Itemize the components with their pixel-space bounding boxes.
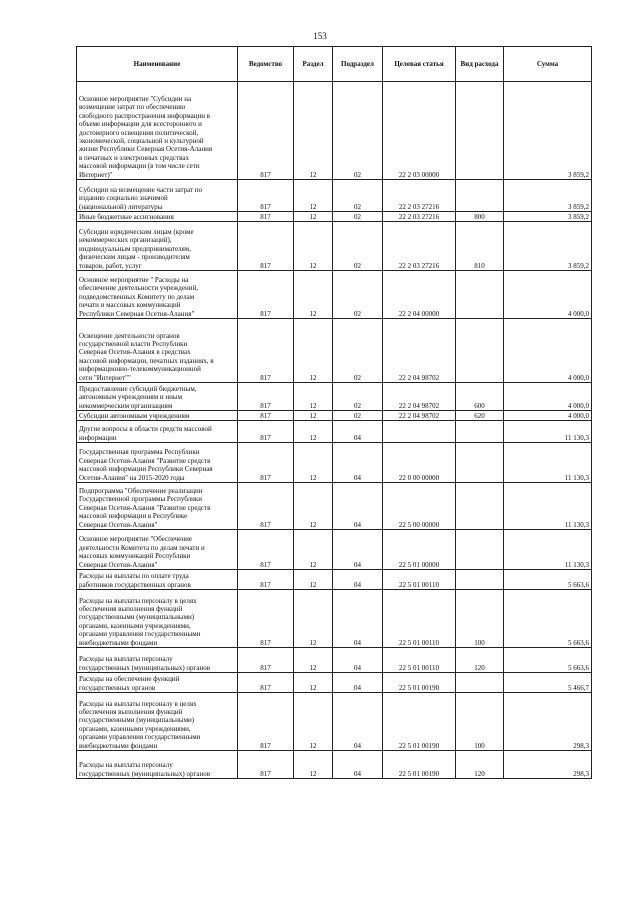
row-vid-raskhoda: 100 <box>456 693 504 751</box>
row-podrazdel: 04 <box>333 421 383 443</box>
row-podrazdel: 02 <box>333 319 383 383</box>
row-podrazdel: 04 <box>333 443 383 483</box>
row-tselevaya-statya: 22 2 03 27216 <box>383 212 456 222</box>
row-vid-raskhoda <box>456 443 504 483</box>
row-razdel: 12 <box>294 751 333 779</box>
row-summa: 4 000,0 <box>504 383 592 411</box>
row-vedomstvo: 817 <box>238 319 294 383</box>
row-razdel: 12 <box>294 693 333 751</box>
table-row <box>77 319 592 383</box>
row-vedomstvo: 817 <box>238 530 294 570</box>
row-summa: 11 130,3 <box>504 530 592 570</box>
table-row <box>77 222 592 271</box>
row-vid-raskhoda <box>456 421 504 443</box>
row-podrazdel: 02 <box>333 383 383 411</box>
row-razdel: 12 <box>294 222 333 271</box>
row-name: Субсидии юридическим лицам (кроме некоммерческих организаций), индивидуальным предпринимателям, физическим лицам - производителям товаров, работ, услуг <box>77 222 238 271</box>
table-row <box>77 82 592 180</box>
row-podrazdel: 02 <box>333 82 383 180</box>
row-vid-raskhoda <box>456 673 504 693</box>
row-tselevaya-statya: 22 5 01 00190 <box>383 751 456 779</box>
row-summa: 3 859,2 <box>504 222 592 271</box>
row-podrazdel: 04 <box>333 693 383 751</box>
row-razdel: 12 <box>294 319 333 383</box>
row-podrazdel: 04 <box>333 590 383 648</box>
row-razdel: 12 <box>294 82 333 180</box>
row-tselevaya-statya: 22 5 01 00190 <box>383 673 456 693</box>
row-podrazdel: 04 <box>333 530 383 570</box>
row-summa: 5 663,6 <box>504 648 592 673</box>
header-naimenovanie: Наименование <box>77 47 238 82</box>
row-vedomstvo: 817 <box>238 212 294 222</box>
row-vedomstvo: 817 <box>238 693 294 751</box>
row-tselevaya-statya: 22 2 04 98702 <box>383 383 456 411</box>
row-tselevaya-statya: 22 2 03 27216 <box>383 222 456 271</box>
table-row <box>77 590 592 648</box>
row-tselevaya-statya: 22 5 01 00190 <box>383 693 456 751</box>
row-razdel: 12 <box>294 421 333 443</box>
table-row <box>77 693 592 751</box>
table-row <box>77 751 592 779</box>
row-name: Субсидии на возмещение части затрат по изданию социально значимой (национальной) литературы <box>77 180 238 212</box>
row-tselevaya-statya: 22 5 00 00000 <box>383 483 456 530</box>
row-name: Расходы на выплаты персоналу в целях обеспечения выполнения функций государственными (муниципальными) органами, казенными учреждениями, органами управления государственными внебюджетными фондами <box>77 590 238 648</box>
row-vid-raskhoda <box>456 180 504 212</box>
row-summa: 5 663,6 <box>504 570 592 590</box>
row-tselevaya-statya: 22 5 01 00110 <box>383 570 456 590</box>
table-row <box>77 421 592 443</box>
row-podrazdel: 04 <box>333 570 383 590</box>
row-name: Расходы на выплаты персоналу государственных (муниципальных) органов <box>77 648 238 673</box>
row-summa: 3 859,2 <box>504 180 592 212</box>
row-name: Государственная программа Республики Северная Осетия-Алания "Развитие средств массовой информации Республики Северная Осетия-Алания" на 2015-2020 годы <box>77 443 238 483</box>
row-podrazdel: 02 <box>333 271 383 319</box>
page-number: 153 <box>313 31 327 41</box>
row-vid-raskhoda: 810 <box>456 222 504 271</box>
row-vid-raskhoda: 100 <box>456 590 504 648</box>
row-summa: 11 130,3 <box>504 483 592 530</box>
row-name: Освещение деятельности органов государственной власти Республики Северная Осетия-Алания в средствах массовой информации, печатных изданиях, в информационно-телекоммуникационной сети "Интернет"" <box>77 319 238 383</box>
header-podrazdel: Подраздел <box>333 47 383 82</box>
row-razdel: 12 <box>294 271 333 319</box>
row-vid-raskhoda: 120 <box>456 751 504 779</box>
row-summa: 11 130,3 <box>504 421 592 443</box>
table-row <box>77 530 592 570</box>
row-summa: 5 466,7 <box>504 673 592 693</box>
row-vid-raskhoda <box>456 82 504 180</box>
header-summa: Сумма <box>504 47 592 82</box>
row-razdel: 12 <box>294 411 333 421</box>
row-name: Основное мероприятие "Субсидии на возмещение затрат по обеспечению свободного распространения информации в объеме информации для всестороннего и достоверного освещения политической, экономической, социальной и культурной жизни Республики Северная Осетия-Алания в печатных и электронных средствах массовой информации (в том числе сети Интернет)" <box>77 82 238 180</box>
table-row <box>77 673 592 693</box>
row-vid-raskhoda: 120 <box>456 648 504 673</box>
row-summa: 3 859,2 <box>504 82 592 180</box>
row-razdel: 12 <box>294 483 333 530</box>
row-razdel: 12 <box>294 530 333 570</box>
row-podrazdel: 02 <box>333 222 383 271</box>
table-row <box>77 383 592 411</box>
row-tselevaya-statya: 22 5 01 00110 <box>383 590 456 648</box>
row-summa: 5 663,6 <box>504 590 592 648</box>
row-vid-raskhoda <box>456 319 504 383</box>
row-vid-raskhoda <box>456 271 504 319</box>
row-vid-raskhoda: 600 <box>456 383 504 411</box>
row-name: Подпрограмма "Обеспечение реализации Государственной программы Республики Северная Осетия-Алания "Развитие средств массовой информации в Республике Северная Осетия-Алания" <box>77 483 238 530</box>
row-razdel: 12 <box>294 180 333 212</box>
row-tselevaya-statya: 22 0 00 00000 <box>383 443 456 483</box>
row-vedomstvo: 817 <box>238 443 294 483</box>
row-razdel: 12 <box>294 383 333 411</box>
row-podrazdel: 02 <box>333 212 383 222</box>
row-vedomstvo: 817 <box>238 673 294 693</box>
row-vid-raskhoda <box>456 570 504 590</box>
table-row <box>77 483 592 530</box>
row-summa: 4 000,0 <box>504 319 592 383</box>
row-vedomstvo: 817 <box>238 271 294 319</box>
row-vedomstvo: 817 <box>238 648 294 673</box>
row-name: Основное мероприятие " Расходы на обеспечение деятельности учреждений, подведомственных Комитету по делам печати и массовых коммуникаций Республики Северная Осетия-Алания" <box>77 271 238 319</box>
row-razdel: 12 <box>294 212 333 222</box>
header-vid-raskhoda: Вид расхода <box>456 47 504 82</box>
row-vedomstvo: 817 <box>238 411 294 421</box>
row-vedomstvo: 817 <box>238 383 294 411</box>
row-summa: 4 000,0 <box>504 411 592 421</box>
row-podrazdel: 02 <box>333 180 383 212</box>
row-tselevaya-statya: 22 2 04 98702 <box>383 319 456 383</box>
row-tselevaya-statya: 22 5 01 00000 <box>383 530 456 570</box>
row-vedomstvo: 817 <box>238 222 294 271</box>
row-summa: 298,3 <box>504 751 592 779</box>
row-vedomstvo: 817 <box>238 590 294 648</box>
row-tselevaya-statya <box>383 421 456 443</box>
row-summa: 3 859,2 <box>504 212 592 222</box>
row-vid-raskhoda <box>456 530 504 570</box>
row-name: Иные бюджетные ассигнования <box>77 212 238 222</box>
row-tselevaya-statya: 22 2 04 98702 <box>383 411 456 421</box>
table-row <box>77 271 592 319</box>
row-podrazdel: 02 <box>333 411 383 421</box>
row-vedomstvo: 817 <box>238 570 294 590</box>
row-razdel: 12 <box>294 443 333 483</box>
row-name: Расходы на выплаты персоналу государственных (муниципальных) органов <box>77 751 238 779</box>
row-name: Субсидии автономным учреждениям <box>77 411 238 421</box>
row-summa: 11 130,3 <box>504 443 592 483</box>
row-tselevaya-statya: 22 2 03 27216 <box>383 180 456 212</box>
header-razdel: Раздел <box>294 47 333 82</box>
row-vedomstvo: 817 <box>238 82 294 180</box>
row-name: Расходы на обеспечение функций государственных органов <box>77 673 238 693</box>
row-name: Другие вопросы в области средств массовой информации <box>77 421 238 443</box>
row-razdel: 12 <box>294 590 333 648</box>
row-vid-raskhoda: 800 <box>456 212 504 222</box>
row-vedomstvo: 817 <box>238 180 294 212</box>
budget-table <box>76 46 592 779</box>
header-vedomstvo: Ведомство <box>238 47 294 82</box>
row-razdel: 12 <box>294 673 333 693</box>
row-vid-raskhoda <box>456 483 504 530</box>
table-row <box>77 570 592 590</box>
row-vedomstvo: 817 <box>238 421 294 443</box>
table-header-row <box>77 47 592 82</box>
row-vid-raskhoda: 620 <box>456 411 504 421</box>
row-summa: 4 000,0 <box>504 271 592 319</box>
row-podrazdel: 04 <box>333 648 383 673</box>
row-razdel: 12 <box>294 570 333 590</box>
row-vedomstvo: 817 <box>238 751 294 779</box>
table-row <box>77 411 592 421</box>
table-row <box>77 443 592 483</box>
row-summa: 298,3 <box>504 693 592 751</box>
row-razdel: 12 <box>294 648 333 673</box>
row-name: Предоставление субсидий бюджетным, автономным учреждениям и иным некоммерческим организациям <box>77 383 238 411</box>
row-vedomstvo: 817 <box>238 483 294 530</box>
table-row <box>77 648 592 673</box>
row-tselevaya-statya: 22 2 03 00000 <box>383 82 456 180</box>
row-tselevaya-statya: 22 5 01 00110 <box>383 648 456 673</box>
header-tselevaya-statya: Целевая статья <box>383 47 456 82</box>
row-podrazdel: 04 <box>333 673 383 693</box>
table-row <box>77 180 592 212</box>
row-name: Расходы на выплаты по оплате труда работников государственных органов <box>77 570 238 590</box>
table-row <box>77 212 592 222</box>
row-name: Основное мероприятие "Обеспечение деятельности Комитета по делам печати и массовых коммуникаций Республики Северная Осетия-Алания" <box>77 530 238 570</box>
row-podrazdel: 04 <box>333 483 383 530</box>
row-name: Расходы на выплаты персоналу в целях обеспечения выполнения функций государственными (муниципальными) органами, казенными учреждениями, органами управления государственными внебюджетными фондами <box>77 693 238 751</box>
row-tselevaya-statya: 22 2 04 00000 <box>383 271 456 319</box>
row-podrazdel: 04 <box>333 751 383 779</box>
